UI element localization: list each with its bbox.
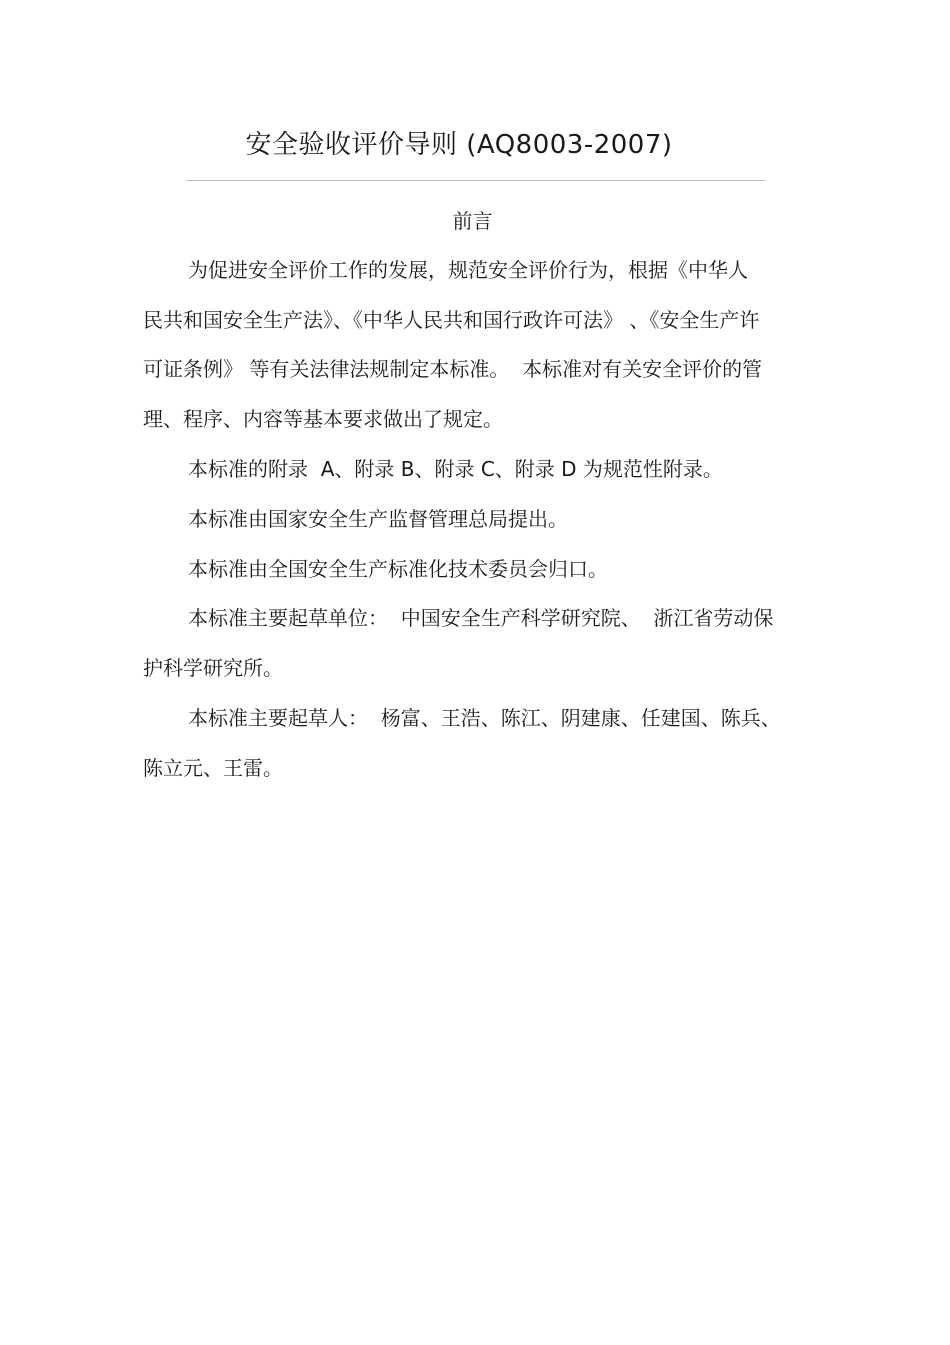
- paragraph-line: 本标准主要起草人： 杨富、王浩、陈江、阴建康、任建国、陈兵、: [188, 706, 781, 730]
- paragraph-line: 本标准的附录 A、附录 B、附录 C、附录 D 为规范性附录。: [188, 457, 723, 481]
- paragraph-line: 民共和国安全生产法》、《中华人民共和国行政许可法》 、《安全生产许: [143, 308, 760, 332]
- paragraph-line: 本标准由国家安全生产监督管理总局提出。: [188, 507, 568, 531]
- paragraph-line: 本标准由全国安全生产标准化技术委员会归口。: [188, 557, 608, 581]
- paragraph-line: 护科学研究所。: [143, 656, 283, 680]
- title-divider: [186, 180, 765, 181]
- paragraph-line: 为促进安全评价工作的发展，规范安全评价行为，根据《中华人: [188, 258, 748, 282]
- document-title: 安全验收评价导则 (AQ8003-2007): [245, 130, 673, 160]
- paragraph-line: 陈立元、王雷。: [143, 756, 283, 780]
- paragraph-line: 本标准主要起草单位： 中国安全生产科学研究院、 浙江省劳动保: [188, 606, 774, 630]
- section-heading-foreword: 前言: [452, 209, 493, 233]
- paragraph-line: 可证条例》 等有关法律法规制定本标准。 本标准对有关安全评价的管: [143, 357, 763, 381]
- paragraph-line: 理、程序、内容等基本要求做出了规定。: [143, 407, 503, 431]
